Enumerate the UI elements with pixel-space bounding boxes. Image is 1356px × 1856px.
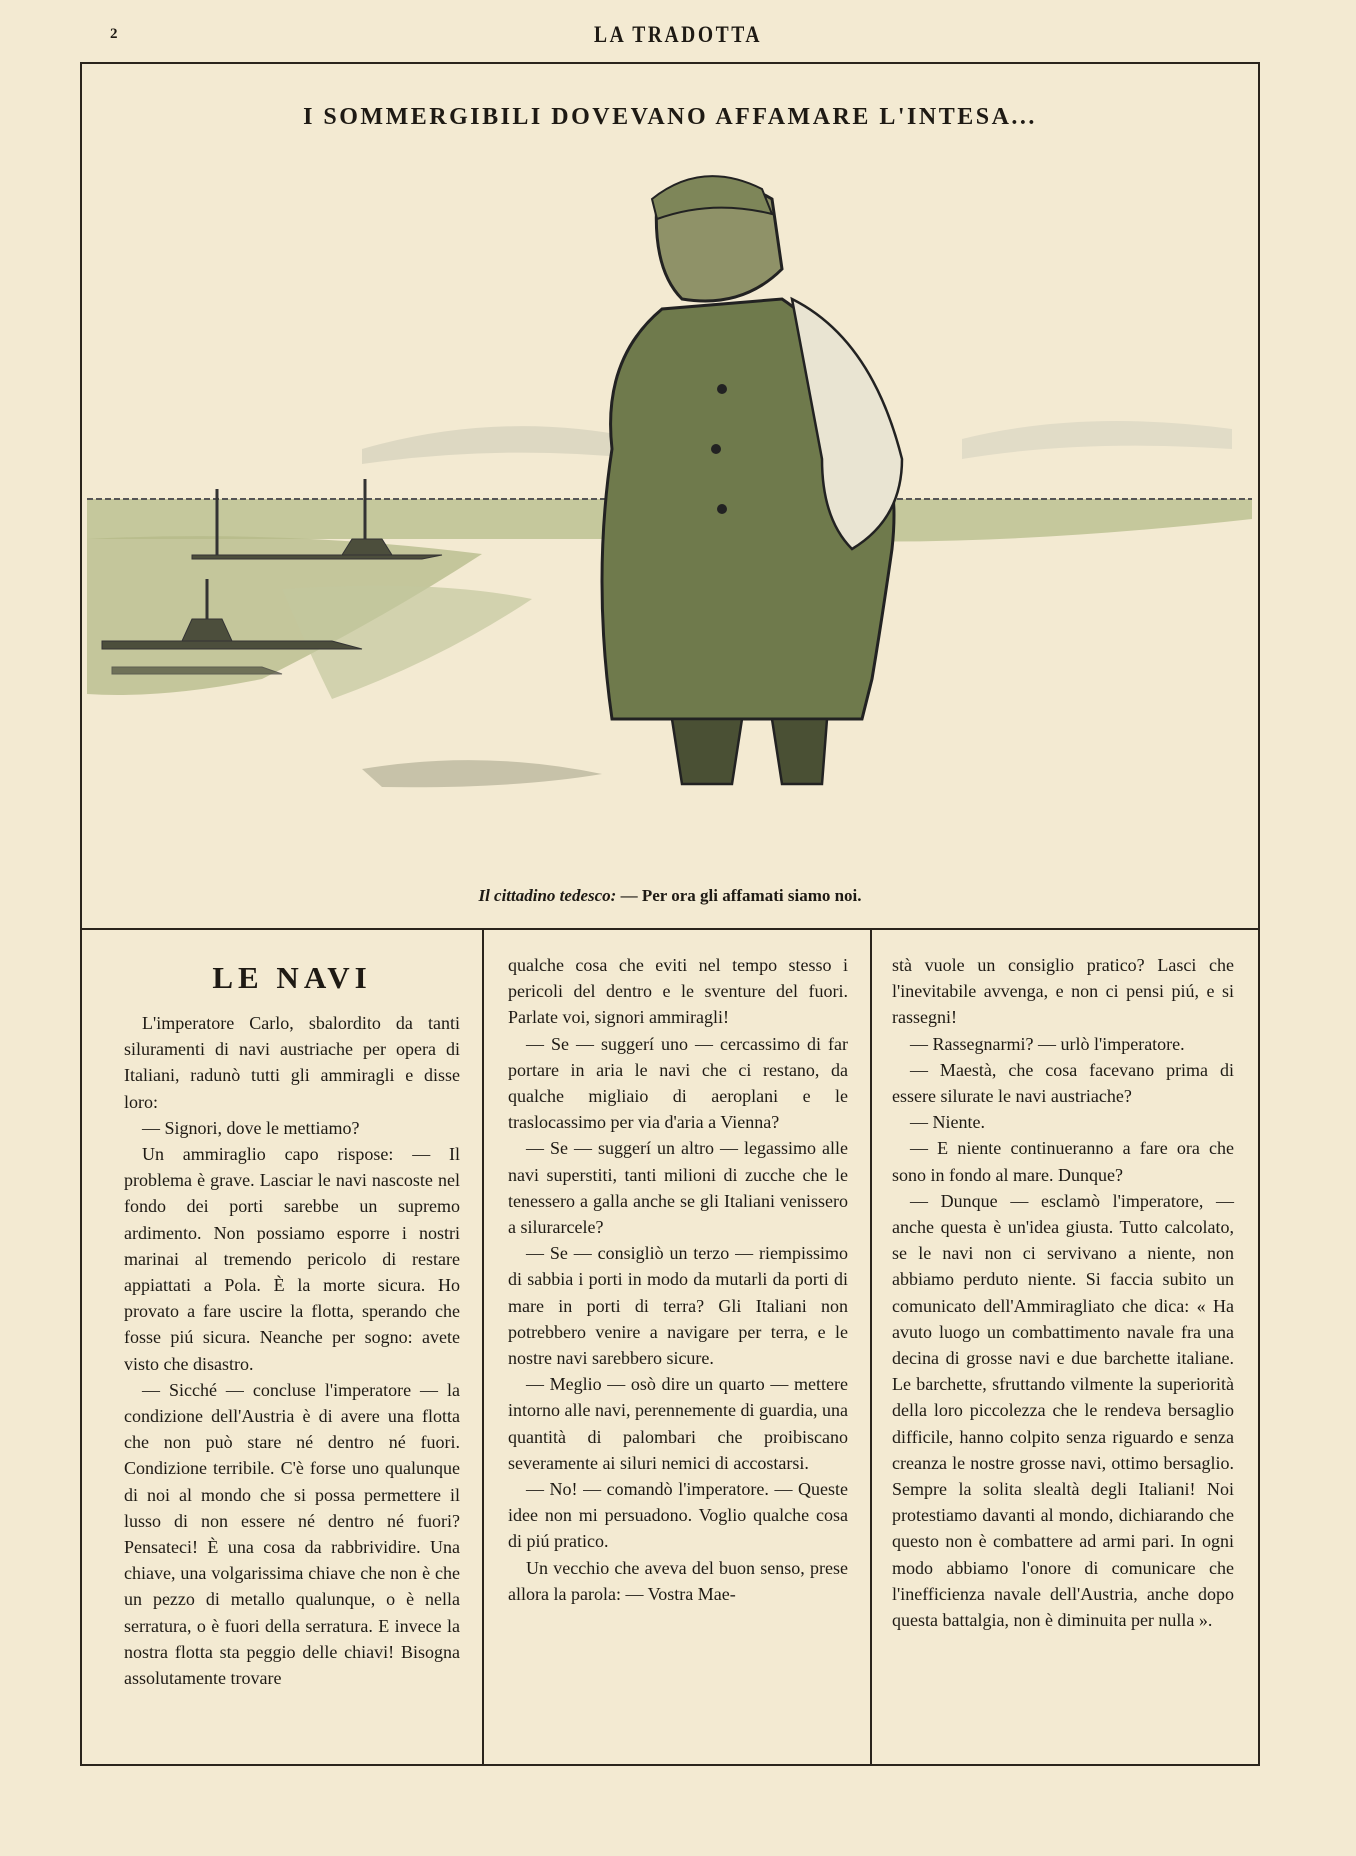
- article-title: LE NAVI: [212, 960, 372, 995]
- paragraph: — Sicché — concluse l'imperatore — la condizione dell'Austria è di avere una flotta che non può stare né dentro né fuori. Condizione terribile. C'è forse uno qualunque di noi al mondo che si possa permettere il lusso di non essere né dentro né fuori? Pensateci! È una cosa da rabbrividire. Una chiave, una volgarissima chiave che non è che un pezzo di metallo qualunque, o è nella serratura, o è fuori della serratura. E invece la nostra flotta sta peggio delle chiavi! Bisogna assolutamente trovare: [124, 1379, 460, 1689]
- cartoon-title: I SOMMERGIBILI DOVEVANO AFFAMARE L'INTESA...: [303, 104, 1037, 130]
- cartoon-illustration: [82, 64, 1258, 930]
- paragraph: — Se — consigliò un terzo — riempissimo di sabbia i porti in modo da mutarli da porti di mare in porti di terra? Gli Italiani non potrebbero venire a navigare per terra, e le nostre navi sarebbero sicure.: [508, 1243, 848, 1369]
- paragraph: — No! — comandò l'imperatore. — Queste idee non mi persuadono. Voglio qualche cosa di piú pratico.: [508, 1479, 848, 1552]
- paragraph: stà vuole un consiglio pratico? Lasci che l'inevitabile avvenga, e non ci pensi piú, e si rassegni!: [892, 955, 1234, 1028]
- page-number: 2: [110, 26, 118, 42]
- cartoon-caption: [82, 886, 1258, 906]
- ground-shadow: [362, 760, 602, 787]
- paragraph: Un vecchio che aveva del buon senso, prese allora la parola: — Vostra Mae-: [508, 1557, 848, 1604]
- caption-text: — Per ora gli affamati siamo noi.: [616, 886, 862, 905]
- paragraph: — Signori, dove le mettiamo?: [142, 1117, 360, 1138]
- article-column-2: [484, 930, 872, 1764]
- paragraph: — Dunque — esclamò l'imperatore, — anche questa è un'idea giusta. Tutto calcolato, se le navi non ci servivano a niente, non abbiamo perduto niente. Si faccia subito un comunicato dell'Ammiragliato che dica: « Ha avuto luogo un combattimento navale fra una decina di grosse navi e due barchette italiane. Le barchette, sfruttando vilmente la superiorità della loro piccolezza che le rendeva bersaglio difficile, hanno colpito senza riguardo e senza creanza le nostre grosse navi, ottimo bersaglio. Sempre la solita slealtà degli Italiani! Noi protestiamo davanti al mondo, dichiarando che questo non è combattere ad armi pari. In ogni modo abbiamo l'onore di comunicare che l'inefficienza navale dell'Austria, anche dopo questa battalgia, non è diminuita per nulla ».: [892, 1190, 1234, 1631]
- masthead: LA TRADOTTA: [593, 22, 763, 47]
- paragraph: — Niente.: [910, 1112, 985, 1133]
- german-citizen-figure: [602, 176, 902, 784]
- cartoon-drawing: [82, 159, 1258, 879]
- paragraph: — E niente continueranno a fare ora che sono in fondo al mare. Dunque?: [892, 1138, 1234, 1185]
- paragraph: — Meglio — osò dire un quarto — mettere intorno alle navi, perennemente di guardia, una quantità di palombari che proibiscano severamente ai siluri nemici di accostarsi.: [508, 1374, 848, 1473]
- paragraph: — Rassegnarmi? — urlò l'imperatore.: [910, 1033, 1185, 1054]
- caption-speaker: Il cittadino tedesco:: [478, 886, 617, 905]
- paragraph: — Se — suggerí uno — cercassimo di far portare in aria le navi che ci restano, da qualche migliaio di aeroplani e le traslocassimo per via d'aria a Vienna?: [508, 1033, 848, 1133]
- paragraph: — Maestà, che cosa facevano prima di essere silurate le navi austriache?: [892, 1059, 1234, 1107]
- paragraph: Un ammiraglio capo rispose: — Il problema è grave. Lasciar le navi nascoste nel fondo dei porti sarebbe un supremo ardimento. Non possiamo esporre i nostri marinai al tremendo pericolo di restare appiattati a Pola. È la morte sicura. Ho provato a fare uscire la flotta, sperando che fosse piú sicura. Neanche per sogno: avete visto che disastro.: [124, 1144, 460, 1374]
- article-column-3: [872, 930, 1258, 1764]
- paragraph: — Se — suggerí un altro — legassimo alle navi superstiti, tanti milioni di zucche che le tenessero a galla anche se gli Italiani venissero a silurarcele?: [508, 1138, 848, 1238]
- paragraph: L'imperatore Carlo, sbalordito da tanti siluramenti di navi austriache per opera di Italiani, radunò tutti gli ammiragli e disse loro:: [124, 1013, 460, 1112]
- article-column-1: [82, 930, 484, 1764]
- page-frame: [80, 62, 1260, 1766]
- paragraph: qualche cosa che eviti nel tempo stesso i pericoli del dentro e le sventure del fuori. Parlate voi, signori ammiragli!: [508, 955, 848, 1028]
